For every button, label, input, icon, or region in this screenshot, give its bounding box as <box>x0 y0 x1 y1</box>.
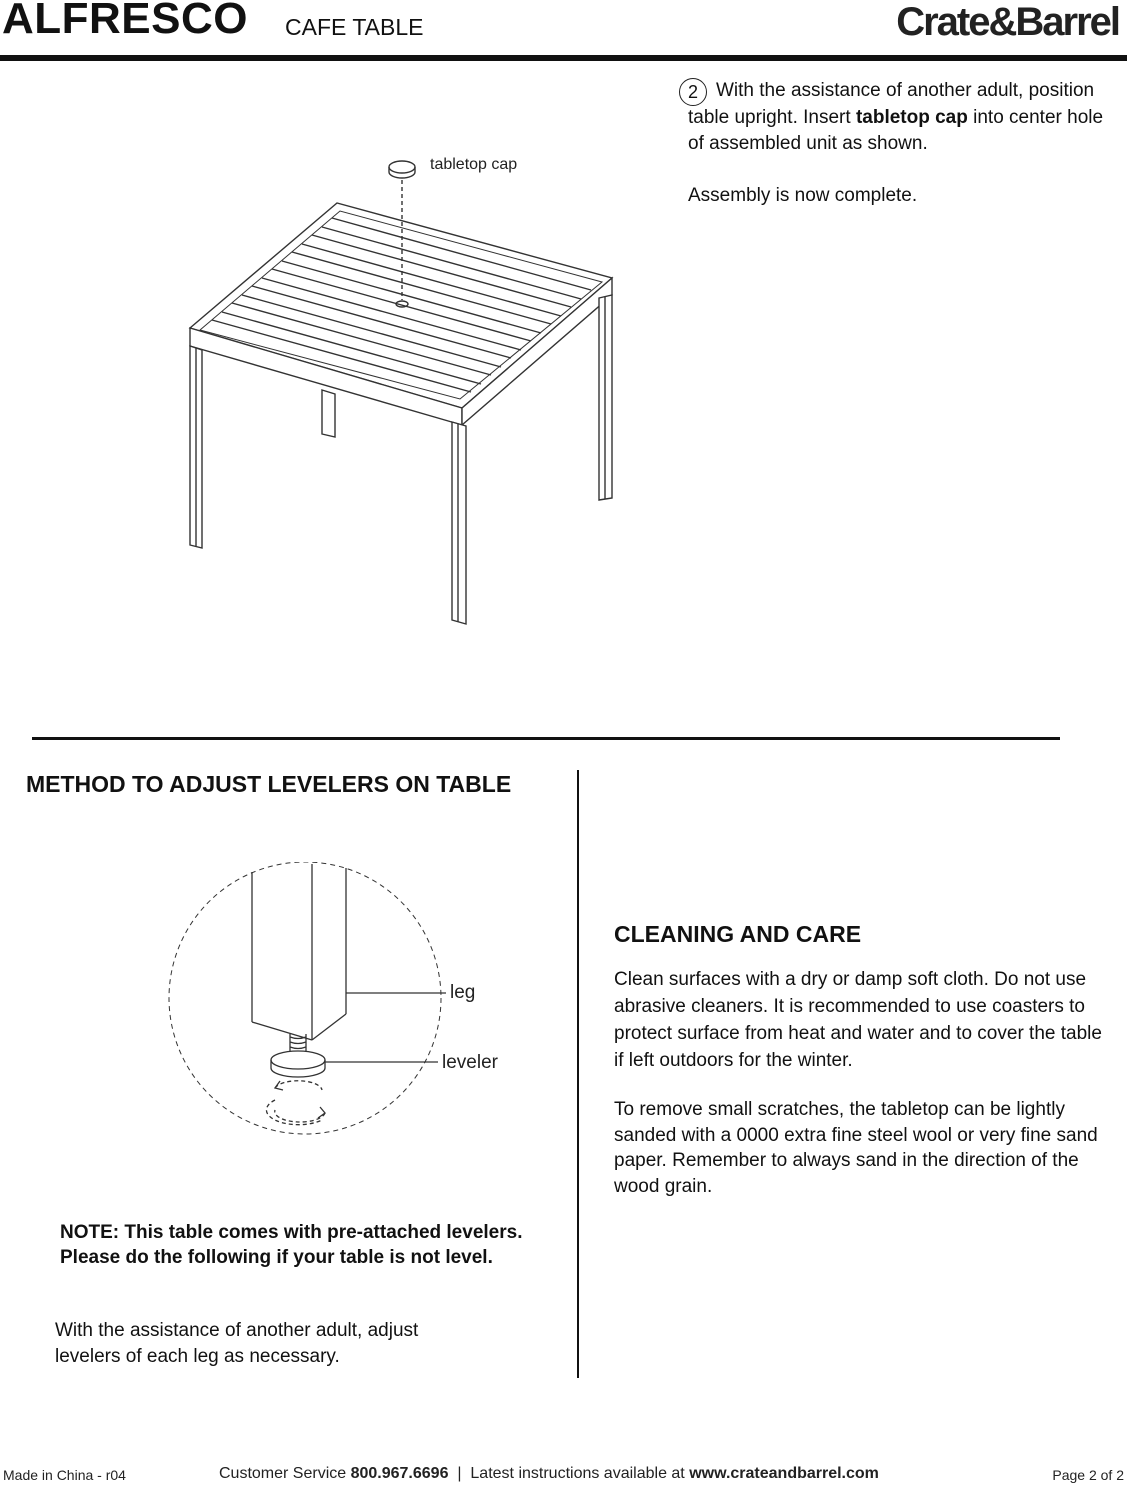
service-label: Customer Service <box>219 1465 351 1482</box>
header-rule <box>0 55 1127 61</box>
tabletop-cap-label: tabletop cap <box>430 156 518 173</box>
section-divider <box>32 737 1060 740</box>
service-phone: 800.967.6696 <box>350 1465 449 1482</box>
levelers-heading: METHOD TO ADJUST LEVELERS ON TABLE <box>26 771 512 797</box>
care-paragraph-1: Clean surfaces with a dry or damp soft cloth. Do not use abrasive cleaners. It is recommended to use coasters to protect surface from heat and water and to cover the table if left outdoors for the winter. <box>614 969 1102 1071</box>
step-text-bold: tabletop cap <box>855 106 968 128</box>
table-assembly-illustration <box>170 150 630 640</box>
leveler-note: NOTE: This table comes with pre-attached levelers. Please do the following if your table is not level. <box>60 1222 523 1268</box>
page-number: Page 2 of 2 <box>1052 1467 1124 1483</box>
leveler-instruction: With the assistance of another adult, adjust levelers of each leg as necessary. <box>55 1320 419 1367</box>
made-in-label: Made in China - r04 <box>3 1467 126 1483</box>
document-subtitle: CAFE TABLE <box>285 14 424 40</box>
care-heading: CLEANING AND CARE <box>614 921 862 947</box>
website-link[interactable]: www.crateandbarrel.com <box>689 1465 879 1482</box>
footer-separator: | Latest instructions available at <box>448 1465 690 1482</box>
footer-contact <box>219 1465 879 1483</box>
document-title: ALFRESCO <box>2 0 248 43</box>
step-number-badge: 2 <box>679 78 707 106</box>
brand-logo: Crate&Barrel <box>896 0 1119 44</box>
step-2-instruction <box>688 78 1118 158</box>
step-text-after: into center hole of assembled unit as shown. <box>688 106 1104 154</box>
assembly-complete-text: Assembly is now complete. <box>688 185 918 206</box>
care-paragraph-2: To remove small scratches, the tabletop can be lightly sanded with a 0000 extra fine steel wool or very fine sand paper. Remember to always sand in the direction of the wood grain. <box>614 1099 1098 1197</box>
leveler-detail-illustration <box>160 862 460 1137</box>
leg-label: leg <box>450 982 476 1003</box>
column-divider <box>577 770 579 1378</box>
step-text-before: With the assistance of another adult, position table upright. Insert <box>688 80 1095 128</box>
leveler-label: leveler <box>442 1052 498 1073</box>
